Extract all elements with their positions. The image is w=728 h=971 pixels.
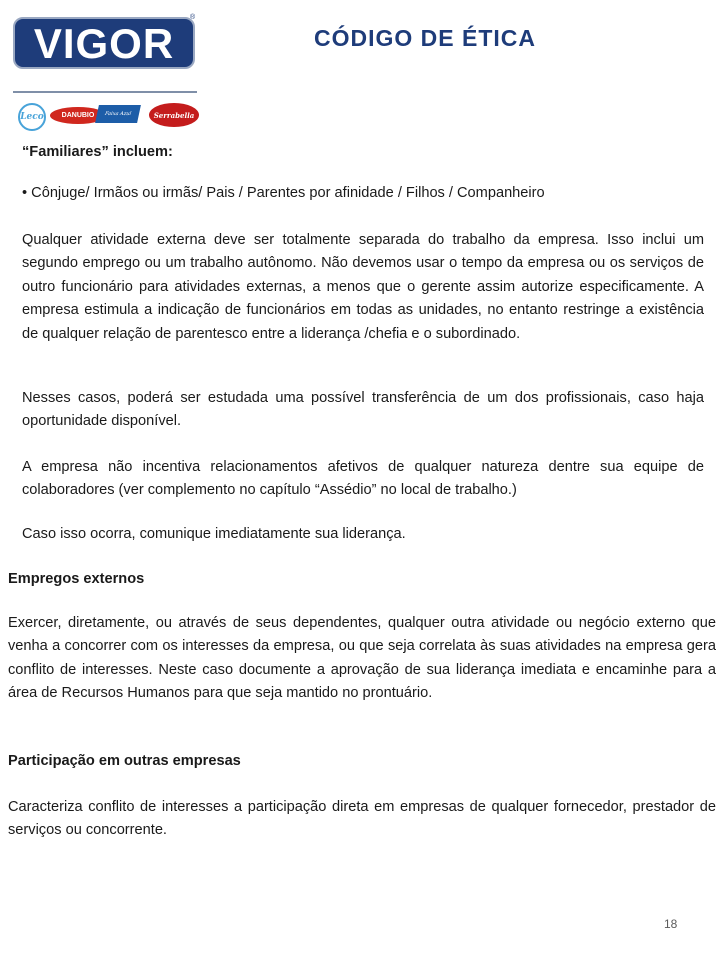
logo-text: VIGOR (33, 20, 175, 67)
vigor-logo (13, 17, 195, 69)
section-heading-other-companies: Participação em outras empresas (8, 753, 241, 769)
paragraph-notify-leadership: Caso isso ocorra, comunique imediatamente sua liderança. (22, 526, 406, 542)
paragraph-outside-activity: Qualquer atividade externa deve ser totalmente separada do trabalho da empresa. Isso inclui um segundo emprego ou um trabalho autônomo. Não devemos usar o tempo da empresa ou os serviços de outro funcionário para atividades externas, a menos que o gerente assim autorize especificamente. A empresa estimula a indicação de funcionários em todas as unidades, no entanto restringe a existência de qualquer relação de parentesco entre a liderança /chefia e o subordinado. (22, 232, 704, 342)
familiares-heading: “Familiares” incluem: (22, 144, 173, 160)
section-heading-external-jobs: Empregos externos (8, 571, 145, 587)
faixa-azul-logo: Faixa Azul (95, 105, 141, 123)
registered-mark: ® (190, 14, 196, 21)
page-title: CÓDIGO DE ÉTICA (314, 25, 537, 51)
paragraph-transfer: Nesses casos, poderá ser estudada uma possível transferência de um dos profissionais, caso haja oportunidade disponível. (22, 390, 704, 430)
page-number: 18 (664, 917, 678, 931)
section-body-external-jobs: Exercer, diretamente, ou através de seus dependentes, qualquer outra atividade ou negócio externo que venha a concorrer com os interesses da empresa, ou que seja correlata às suas atividades na empresa gera conflito de interesses. Neste caso documente a aprovação de sua liderança imediata e encaminhe para a área de Recursos Humanos para que seja mantido no prontuário. (8, 615, 716, 702)
brand-logos (15, 100, 200, 130)
leco-logo: Leco (18, 103, 46, 131)
header-divider (13, 91, 197, 93)
danubio-logo: DANUBIO (50, 107, 106, 124)
familiares-list-item: • Cônjuge/ Irmãos ou irmãs/ Pais / Parentes por afinidade / Filhos / Companheiro (22, 185, 545, 201)
section-body-other-companies: Caracteriza conflito de interesses a participação direta em empresas de qualquer fornecedor, prestador de serviços ou concorrente. (8, 799, 716, 839)
paragraph-relationships: A empresa não incentiva relacionamentos afetivos de qualquer natureza dentre sua equipe de colaboradores (ver complemento no capítulo “Assédio” no local de trabalho.) (22, 459, 704, 499)
serrabella-logo: Serrabella (149, 103, 199, 127)
